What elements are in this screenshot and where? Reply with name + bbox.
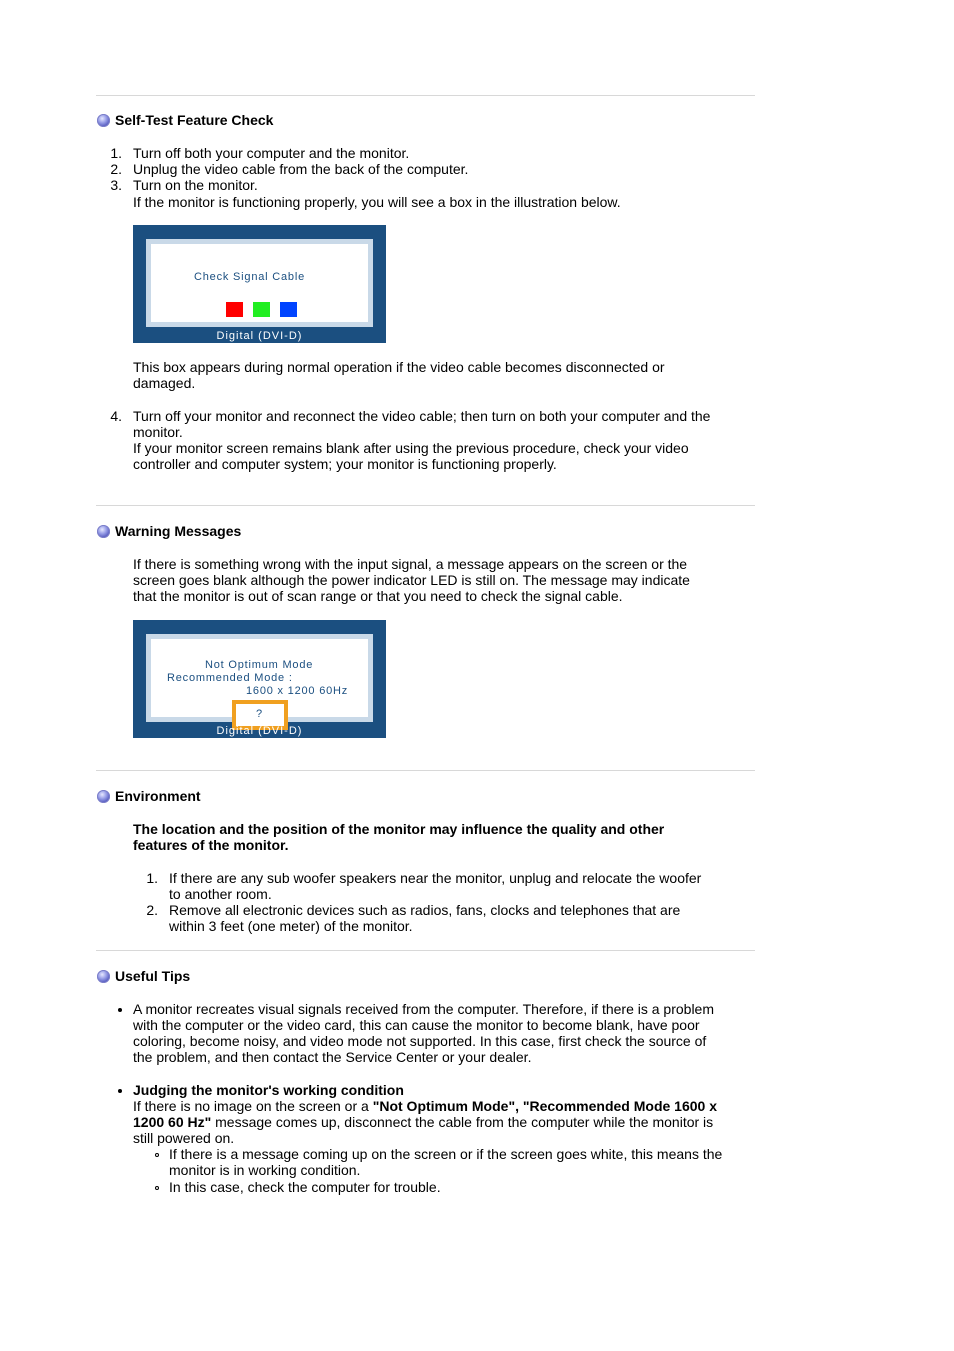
item-number: 1.: [146, 870, 158, 886]
osd-screen: [146, 239, 373, 327]
osd-line-2: Recommended Mode :: [167, 672, 293, 684]
text-span-bold: "Not Optimum Mode", "Recommended Mode 1600 x: [372, 1098, 718, 1114]
text-span-bold: 1200 60 Hz": [133, 1114, 212, 1130]
warning-text: [133, 556, 755, 604]
text-line: monitor.: [133, 424, 183, 440]
warning-title: Warning Messages: [115, 523, 242, 539]
text-line: [133, 1114, 755, 1130]
osd-screen: [146, 634, 373, 722]
osd-check-signal-illustration: [133, 225, 386, 343]
text-line: the problem, and then contact the Service Center or your dealer.: [133, 1049, 532, 1065]
text-line: If there is a message coming up on the screen or if the screen goes white, this means the: [169, 1146, 723, 1162]
text-line: This box appears during normal operation if the video cable becomes disconnected or: [133, 359, 665, 375]
step-3: Turn on the monitor.: [133, 177, 258, 193]
bullet-circle: [155, 1153, 159, 1157]
text-line: monitor is in working condition.: [169, 1162, 361, 1178]
text-line: features of the monitor.: [133, 837, 289, 853]
tips-sub-item-2: In this case, check the computer for trouble.: [169, 1179, 441, 1195]
step-number: 2.: [110, 161, 122, 177]
section-bullet-icon: [97, 970, 110, 983]
osd-footer: Digital (DVI-D): [216, 725, 303, 737]
bullet-dot: [118, 1089, 122, 1093]
divider: [96, 770, 755, 771]
text-line: Remove all electronic devices such as radios, fans, clocks and telephones that are: [169, 902, 681, 918]
step-1: Turn off both your computer and the monitor.: [133, 145, 410, 161]
section-title-tips: [97, 968, 190, 984]
text-span: message comes up, disconnect the cable from the computer while the monitor is: [211, 1114, 714, 1130]
text-line: to another room.: [169, 886, 272, 902]
osd-line-3: 1600 x 1200 60Hz: [246, 685, 349, 697]
environment-lead: [133, 821, 755, 853]
divider-top: [96, 95, 755, 96]
text-line: If there is something wrong with the input signal, a message appears on the screen or the: [133, 556, 688, 572]
after-box-text: [133, 359, 755, 391]
text-line: If your monitor screen remains blank after using the previous procedure, check your video: [133, 440, 689, 456]
section-title-warning: [97, 523, 241, 539]
divider: [96, 505, 755, 506]
tips-title: Useful Tips: [115, 968, 191, 984]
osd-question-mark: ?: [256, 708, 263, 720]
osd-footer: Digital (DVI-D): [216, 330, 303, 342]
environment-item-1: [169, 870, 755, 902]
step-number: 1.: [110, 145, 122, 161]
bullet-dot: [118, 1008, 122, 1012]
step-3-note: If the monitor is functioning properly, you will see a box in the illustration below.: [133, 194, 621, 210]
text-line: Turn off your monitor and reconnect the video cable; then turn on both your computer and the: [133, 408, 711, 424]
green-square: [253, 302, 270, 317]
tips-paragraph-1: [133, 1001, 755, 1065]
text-line: coloring, become noisy, and video mode not supported. In this case, first check the source of: [133, 1033, 707, 1049]
section-title-self-test: [97, 112, 273, 128]
bullet-circle: [155, 1186, 159, 1190]
section-title-environment: [97, 788, 201, 804]
text-line: A monitor recreates visual signals received from the computer. Therefore, if there is a problem: [133, 1001, 715, 1017]
tips-sub-item-1: [169, 1146, 755, 1178]
text-line: with the computer or the video card, this can cause the monitor to become blank, have poor: [133, 1017, 700, 1033]
item-number: 2.: [146, 902, 158, 918]
self-test-title: Self-Test Feature Check: [115, 112, 274, 128]
section-bullet-icon: [97, 525, 110, 538]
text-line: that the monitor is out of scan range or that you need to check the signal cable.: [133, 588, 623, 604]
text-line: controller and computer system; your monitor is functioning properly.: [133, 456, 557, 472]
step-number: 4.: [110, 408, 122, 424]
environment-title: Environment: [115, 788, 201, 804]
text-line: within 3 feet (one meter) of the monitor.: [169, 918, 413, 934]
osd-not-optimum-illustration: [133, 620, 386, 738]
step-2: Unplug the video cable from the back of the computer.: [133, 161, 469, 177]
divider: [96, 950, 755, 951]
section-bullet-icon: [97, 790, 110, 803]
text-line: [133, 1098, 755, 1114]
red-square: [226, 302, 243, 317]
step-4: [133, 408, 755, 472]
tips-paragraph-2: [133, 1082, 755, 1146]
text-line: screen goes blank although the power indicator LED is still on. The message may indicate: [133, 572, 690, 588]
text-line: damaged.: [133, 375, 196, 391]
osd-line-1: Not Optimum Mode: [205, 659, 314, 671]
text-line: The location and the position of the monitor may influence the quality and other: [133, 821, 665, 837]
text-span: If there is no image on the screen or a: [133, 1098, 373, 1114]
text-line: If there are any sub woofer speakers near the monitor, unplug and relocate the woofer: [169, 870, 702, 886]
osd-message: Check Signal Cable: [194, 271, 306, 283]
environment-item-2: [169, 902, 755, 934]
blue-square: [280, 302, 297, 317]
section-bullet-icon: [97, 114, 110, 127]
step-number: 3.: [110, 177, 122, 193]
text-line: still powered on.: [133, 1130, 235, 1146]
tips-subtitle: Judging the monitor's working condition: [133, 1082, 404, 1098]
